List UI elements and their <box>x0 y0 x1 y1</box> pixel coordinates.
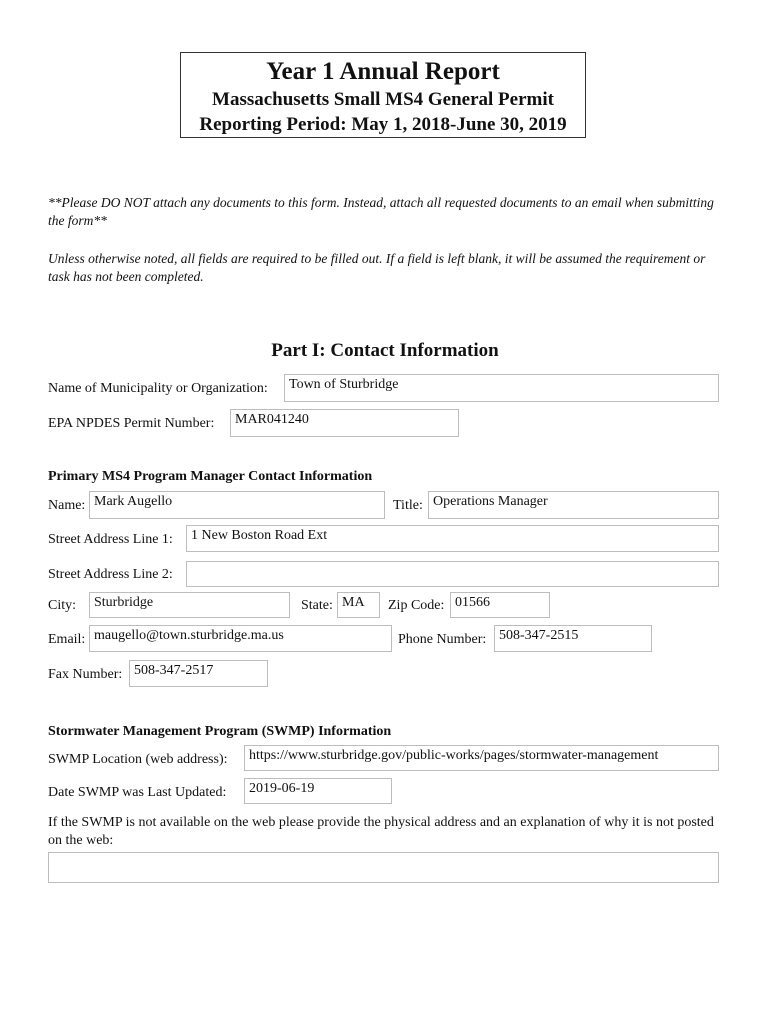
zip-field[interactable]: 01566 <box>450 592 550 618</box>
phone-field[interactable]: 508-347-2515 <box>494 625 652 652</box>
swmp-updated-label: Date SWMP was Last Updated: <box>48 785 227 800</box>
fax-label: Fax Number: <box>48 667 123 682</box>
swmp-location-field[interactable]: https://www.sturbridge.gov/public-works/pages/stormwater-management <box>244 745 719 771</box>
required-note: Unless otherwise noted, all fields are required to be filled out. If a field is left blank, it will be assumed the requirement or task has not been completed. <box>48 251 706 284</box>
state-label: State: <box>301 598 333 613</box>
swmp-location-label: SWMP Location (web address): <box>48 752 228 767</box>
state-field[interactable]: MA <box>337 592 380 618</box>
municipality-label: Name of Municipality or Organization: <box>48 381 268 396</box>
title-field[interactable]: Operations Manager <box>428 491 719 519</box>
phone-label: Phone Number: <box>398 632 487 647</box>
swmp-physical-label: If the SWMP is not available on the web please provide the physical address and an explanation of why it is not posted on the web: <box>48 815 714 848</box>
swmp-physical-field[interactable] <box>48 852 719 883</box>
email-field[interactable]: maugello@town.sturbridge.ma.us <box>89 625 392 652</box>
city-label: City: <box>48 598 77 613</box>
title-label: Title: <box>393 498 423 513</box>
manager-heading: Primary MS4 Program Manager Contact Information <box>48 469 373 484</box>
reporting-period: Reporting Period: May 1, 2018-June 30, 2019 <box>199 114 567 135</box>
attach-note: **Please DO NOT attach any documents to this form. Instead, attach all requested documents to an email when submitting the form** <box>48 195 714 228</box>
part1-title: Part I: Contact Information <box>271 340 499 361</box>
swmp-heading: Stormwater Management Program (SWMP) Information <box>48 724 392 739</box>
street2-field[interactable] <box>186 561 719 587</box>
name-field[interactable]: Mark Augello <box>89 491 385 519</box>
street2-label: Street Address Line 2: <box>48 567 173 582</box>
report-title-box <box>180 52 586 138</box>
municipality-field[interactable]: Town of Sturbridge <box>284 374 719 402</box>
email-label: Email: <box>48 632 86 647</box>
permit-number-field[interactable]: MAR041240 <box>230 409 459 437</box>
report-subtitle: Massachusetts Small MS4 General Permit <box>212 89 554 110</box>
permit-number-label: EPA NPDES Permit Number: <box>48 416 215 431</box>
street1-field[interactable]: 1 New Boston Road Ext <box>186 525 719 552</box>
report-title: Year 1 Annual Report <box>266 58 500 85</box>
city-field[interactable]: Sturbridge <box>89 592 290 618</box>
fax-field[interactable]: 508-347-2517 <box>129 660 268 687</box>
zip-label: Zip Code: <box>388 598 445 613</box>
name-label: Name: <box>48 498 86 513</box>
swmp-updated-field[interactable]: 2019-06-19 <box>244 778 392 804</box>
street1-label: Street Address Line 1: <box>48 532 173 547</box>
